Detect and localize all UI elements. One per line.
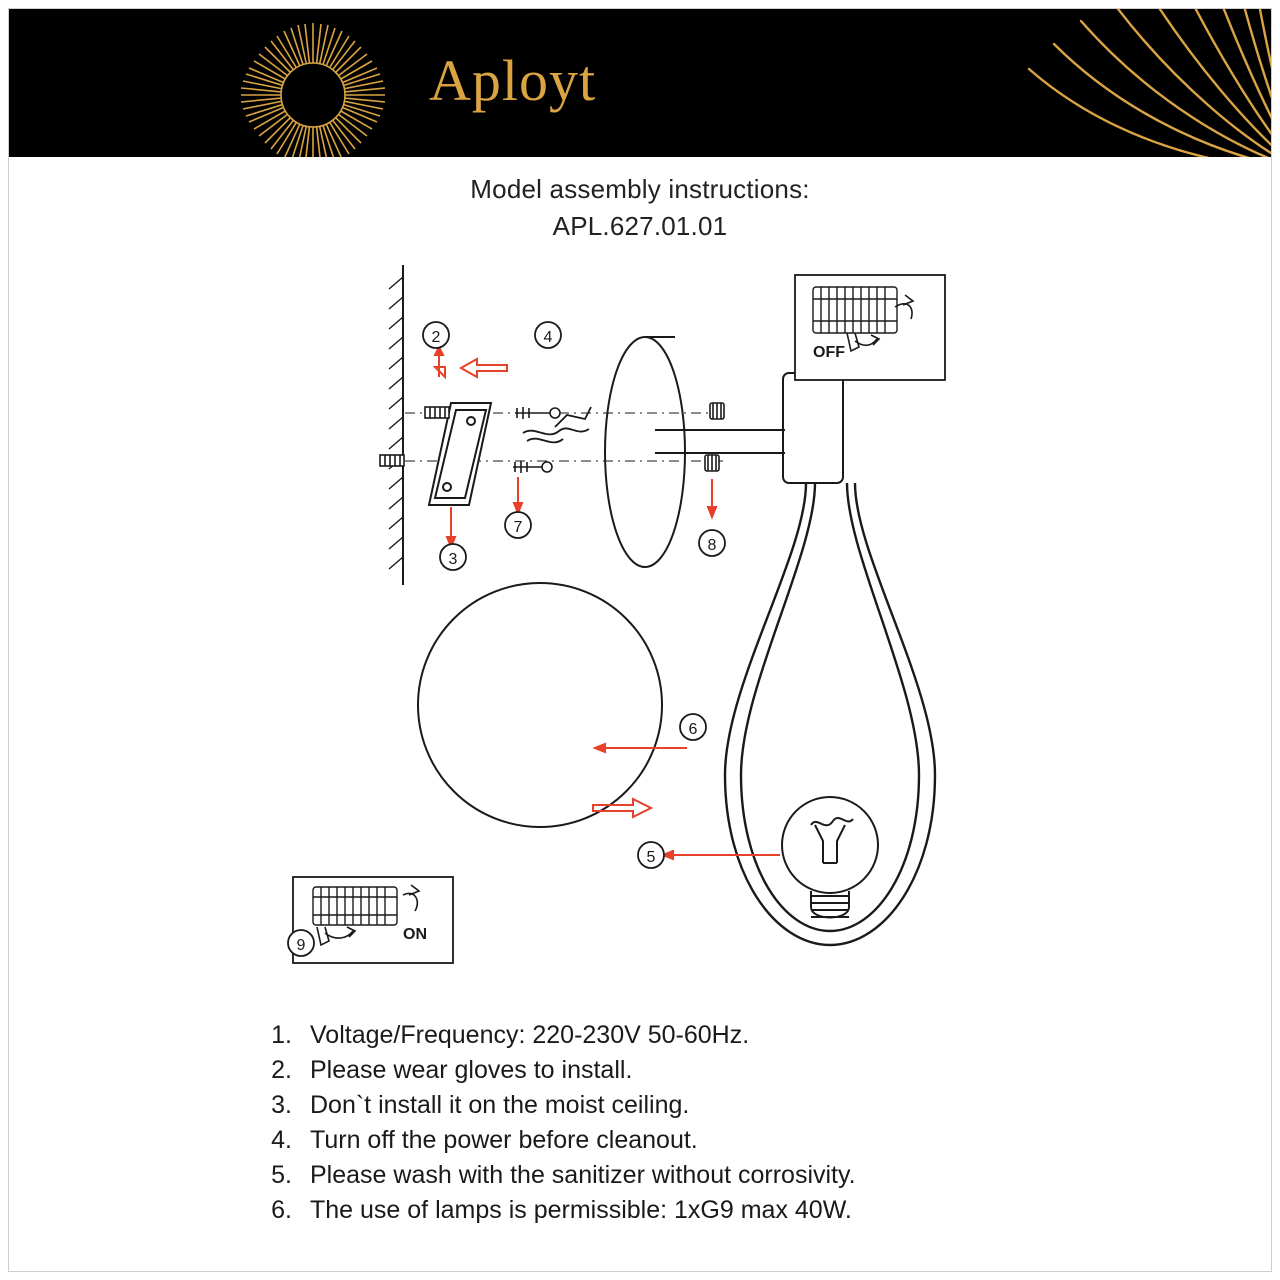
callout-9 xyxy=(288,930,314,956)
instructions-title xyxy=(0,174,1280,242)
lamp-arm xyxy=(655,430,785,453)
note-text: Don`t install it on the moist ceiling. xyxy=(310,1091,690,1119)
assembly-diagram xyxy=(255,255,1035,995)
sunburst-icon xyxy=(237,19,389,157)
note-text: Please wear gloves to install. xyxy=(310,1056,633,1084)
svg-text:2: 2 xyxy=(431,329,441,346)
list-item xyxy=(250,1193,1070,1228)
callout-7 xyxy=(505,512,531,538)
list-item xyxy=(250,1053,1070,1088)
list-item xyxy=(250,1088,1070,1123)
socket-housing xyxy=(783,373,843,483)
list-item xyxy=(250,1018,1070,1053)
light-bulb xyxy=(782,797,878,918)
list-item xyxy=(250,1123,1070,1158)
svg-text:9: 9 xyxy=(296,937,306,954)
switch-off-box xyxy=(795,275,945,380)
wall-surface xyxy=(389,265,403,585)
screw-top xyxy=(515,407,560,419)
callout-8 xyxy=(699,530,725,556)
switch-on-box xyxy=(288,877,453,963)
wall-anchor-top xyxy=(425,407,449,418)
note-number: 5. xyxy=(271,1161,292,1189)
callout-5 xyxy=(638,842,664,868)
note-text: Please wash with the sanitizer without corrosivity. xyxy=(310,1161,856,1189)
notes-list xyxy=(250,1018,1070,1228)
svg-text:8: 8 xyxy=(707,537,717,554)
wall-anchor-bottom xyxy=(380,455,404,466)
note-text: Turn off the power before cleanout. xyxy=(310,1126,698,1154)
callout-3 xyxy=(440,544,466,570)
svg-text:6: 6 xyxy=(688,721,698,738)
callout-4 xyxy=(535,322,561,348)
note-number: 2. xyxy=(271,1056,292,1084)
list-item xyxy=(250,1158,1070,1193)
note-text: Voltage/Frequency: 220-230V 50-60Hz. xyxy=(310,1021,750,1049)
nut-lower xyxy=(705,455,719,471)
note-number: 6. xyxy=(271,1196,292,1224)
note-text: The use of lamps is permissible: 1xG9 max 40W. xyxy=(310,1196,852,1224)
svg-text:5: 5 xyxy=(646,849,656,866)
brand-wordmark: Aployt xyxy=(429,48,597,113)
brand-header xyxy=(9,9,1271,157)
note-number: 1. xyxy=(271,1021,292,1049)
title-line-1: Model assembly instructions: xyxy=(470,174,810,204)
teardrop-frame xyxy=(725,483,935,945)
note-number: 3. xyxy=(271,1091,292,1119)
switch-on-label: ON xyxy=(403,926,427,943)
nut-upper xyxy=(710,403,724,419)
globe-shade xyxy=(418,583,662,827)
screw-bottom xyxy=(513,461,552,473)
callout-2 xyxy=(423,322,449,348)
svg-text:3: 3 xyxy=(448,551,458,568)
callout-6 xyxy=(680,714,706,740)
switch-off-label: OFF xyxy=(813,344,845,361)
title-line-2: APL.627.01.01 xyxy=(552,211,728,241)
note-number: 4. xyxy=(271,1126,292,1154)
fan-rays-icon xyxy=(779,9,1271,157)
svg-text:4: 4 xyxy=(543,329,553,346)
svg-text:7: 7 xyxy=(513,519,523,536)
